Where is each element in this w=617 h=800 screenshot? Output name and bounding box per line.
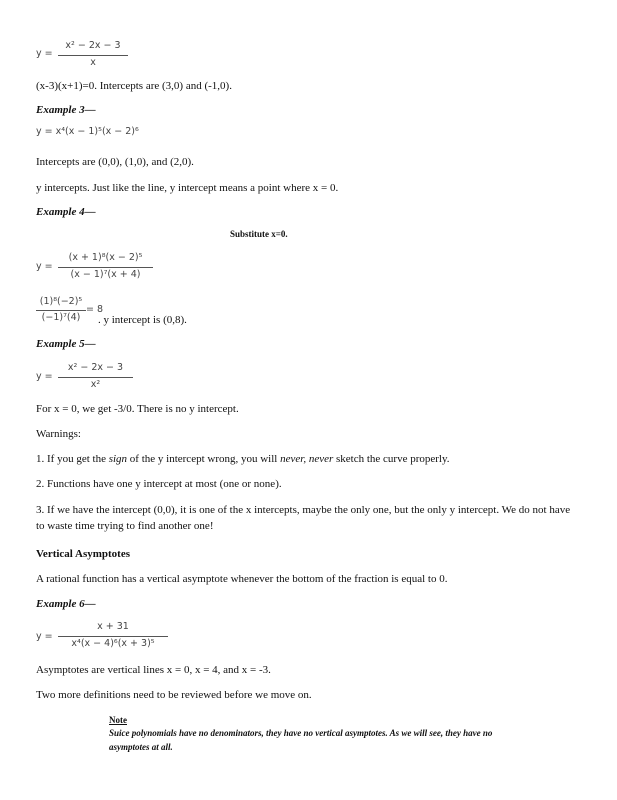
example-6-heading: Example 6— [36,598,96,610]
intercepts-text-1: (x-3)(x+1)=0. Intercepts are (3,0) and (-1,0). [36,80,232,92]
substitute-label: Substitute x=0. [230,229,288,239]
fraction-bar [58,636,168,637]
formula-rational-1 [36,40,156,70]
formula-rational-4 [36,621,196,651]
fraction-bar [58,55,128,56]
formula-result: = 8 [86,304,104,315]
formula-denominator: (x − 1)⁷(x + 4) [70,269,141,280]
formula-rational-3 [36,362,156,392]
example-4-heading: Example 4— [36,206,96,218]
warning-3: 3. If we have the intercept (0,0), it is one of the x intercepts, maybe the only one, but the only y intercept. We do not have to waste time trying to find another one! [36,504,571,532]
warning-1-sign: sign [108,453,128,465]
formula-lhs: y = [36,371,53,382]
intercepts-text-2: Intercepts are (0,0), (1,0), and (2,0). [36,156,194,168]
warning-1-text-b: of the y intercept wrong, you will [127,453,281,465]
warning-1-text-a: 1. If you get the [36,453,109,465]
formula-numerator: (x + 1)⁸(x − 2)⁵ [68,252,143,263]
y-intercept-result: . y intercept is (0,8). [98,314,187,326]
formula-rational-2 [36,252,176,282]
asymptotes-text: Asymptotes are vertical lines x = 0, x = 4, and x = -3. [36,664,271,676]
vertical-asymptote-definition: A rational function has a vertical asymptote whenever the bottom of the fraction is equal to 0. [36,573,448,585]
note-title: Note [109,715,127,725]
formula-denominator: x² [90,379,101,390]
warning-1 [36,453,450,465]
example-3-heading: Example 3— [36,104,96,116]
warning-1-never: never, never [280,453,334,465]
two-more-definitions: Two more definitions need to be reviewed before we move on. [36,689,312,701]
warnings-label: Warnings: [36,428,81,440]
example-3-equation: y = x⁴(x − 1)⁵(x − 2)⁶ [36,126,139,137]
formula-denominator: x [90,57,96,68]
warning-2: 2. Functions have one y intercept at most (one or none). [36,478,282,490]
formula-denominator: (−1)⁷(4) [41,312,81,323]
no-intercept-text: For x = 0, we get -3/0. There is no y intercept. [36,403,239,415]
fraction-bar [36,310,86,311]
vertical-asymptotes-heading: Vertical Asymptotes [36,548,130,560]
formula-lhs: y = [36,48,53,59]
formula-numerator: x² − 2x − 3 [65,40,121,51]
formula-lhs: y = [36,631,53,642]
formula-numerator: (1)⁸(−2)⁵ [39,296,83,307]
formula-lhs: y = [36,261,53,272]
fraction-bar [58,267,153,268]
formula-denominator: x⁴(x − 4)⁶(x + 3)⁵ [71,638,155,649]
warning-1-text-c: sketch the curve properly. [333,453,450,465]
formula-numerator: x + 31 [97,621,129,632]
example-5-heading: Example 5— [36,338,96,350]
y-intercepts-definition: y intercepts. Just like the line, y intercept means a point where x = 0. [36,182,339,194]
fraction-bar [58,377,133,378]
formula-numerator: x² − 2x − 3 [67,362,124,373]
note-body: Suice polynomials have no denominators, they have no vertical asymptotes. As we will see, they have no asymptotes at all. [109,728,493,752]
